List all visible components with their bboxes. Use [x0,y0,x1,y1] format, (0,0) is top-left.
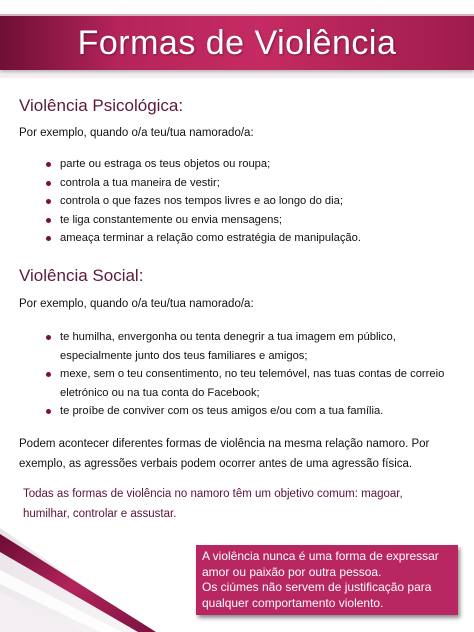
list-item: te liga constantemente ou envia mensagens; [44,211,454,230]
bullet-icon [46,236,51,241]
section-intro-psychological: Por exemplo, quando o/a teu/tua namorado/a: [19,127,254,139]
section-intro-social: Por exemplo, quando o/a teu/tua namorado/a: [19,298,254,310]
list-item: controla a tua maneira de vestir; [44,174,454,193]
bullet-icon [46,162,51,167]
body-paragraph: Podem acontecer diferentes formas de violência na mesma relação namoro. Por exemplo, as agressões verbais podem ocorrer antes de uma agressão física. [19,438,430,470]
bullet-list-social [44,328,454,421]
highlight-paragraph: Todas as formas de violência no namoro têm um objetivo comum: magoar, humilhar, controlar e assustar. [23,488,403,520]
bullet-icon [46,181,51,186]
bullet-icon [46,409,51,414]
list-item: parte ou estraga os teus objetos ou roupa; [44,155,454,174]
bullet-icon [46,199,51,204]
bullet-icon [46,335,51,340]
section-heading-psychological: Violência Psicológica: [19,96,184,115]
list-item: te proíbe de conviver com os teus amigos e/ou com a tua família. [44,402,454,421]
bullet-icon [46,372,51,377]
list-item: ameaça terminar a relação como estratégia de manipulação. [44,229,454,248]
bullet-list-psychological [44,155,454,248]
page-title: Formas de Violência [77,24,397,62]
section-heading-social: Violência Social: [19,266,144,285]
list-item: controla o que fazes nos tempos livres e ao longo do dia; [44,192,454,211]
list-item: te humilha, envergonha ou tenta denegrir a tua imagem em público, especialmente junto dos teus familiares e amigos; [44,328,454,365]
callout-box: A violência nunca é uma forma de expressar amor ou paixão por outra pessoa. Os ciúmes não servem de justificação para qualquer comportamento violento. [196,545,458,615]
list-item: mexe, sem o teu consentimento, no teu telemóvel, nas tuas contas de correio eletrónico ou na tua conta do Facebook; [44,365,454,402]
bullet-icon [46,218,51,223]
